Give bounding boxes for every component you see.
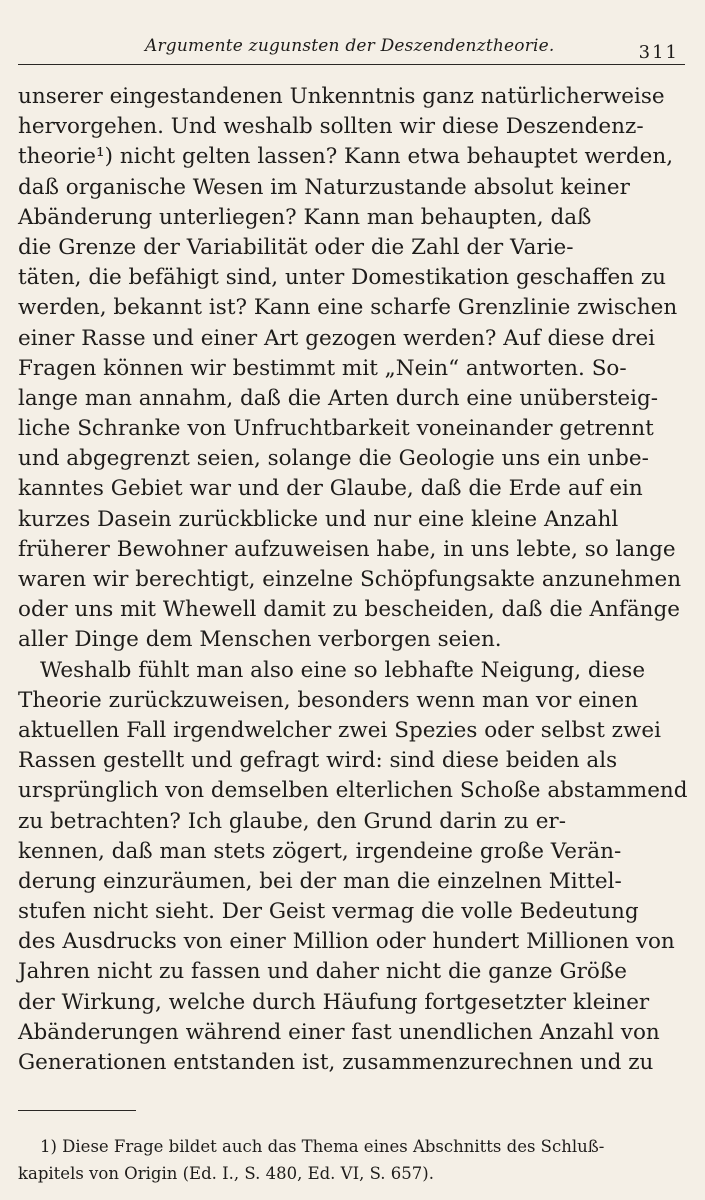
text-line: liche Schranke von Unfruchtbarkeit voneinander getrennt bbox=[18, 416, 654, 442]
text-line: früherer Bewohner aufzuweisen habe, in uns lebte, so lange bbox=[18, 536, 676, 562]
text-line: zu betrachten? Ich glaube, den Grund darin zu er- bbox=[18, 808, 566, 834]
footnote bbox=[18, 1133, 683, 1187]
text-line: aktuellen Fall irgendwelcher zwei Spezies oder selbst zwei bbox=[18, 717, 662, 743]
page-number: 311 bbox=[638, 42, 679, 63]
text-line: Jahren nicht zu fassen und daher nicht die ganze Größe bbox=[18, 959, 627, 985]
text-line: einer Rasse und einer Art gezogen werden? Auf diese drei bbox=[18, 325, 656, 351]
text-line: waren wir berechtigt, einzelne Schöpfungsakte anzunehmen bbox=[18, 567, 682, 592]
text-line: kurzes Dasein zurückblicke und nur eine kleine Anzahl bbox=[18, 506, 619, 532]
text-line: stufen nicht sieht. Der Geist vermag die volle Bedeutung bbox=[18, 899, 639, 925]
text-line: aller Dinge dem Menschen verborgen seien. bbox=[18, 627, 502, 653]
text-line: der Wirkung, welche durch Häufung fortgesetzter kleiner bbox=[18, 989, 650, 1015]
text-line: werden, bekannt ist? Kann eine scharfe Grenzlinie zwischen bbox=[18, 295, 678, 321]
footnote-divider bbox=[18, 1110, 136, 1111]
text-line: Abänderung unterliegen? Kann man behaupten, daß bbox=[18, 204, 592, 230]
text-line: Generationen entstanden ist, zusammenzurechnen und zu bbox=[18, 1050, 654, 1075]
text-line: daß organische Wesen im Naturzustande absolut keiner bbox=[18, 174, 630, 200]
text-line: unserer eingestandenen Unkenntnis ganz natürlicherweise bbox=[18, 84, 665, 109]
text-line: täten, die befähigt sind, unter Domestikation geschaffen zu bbox=[18, 265, 667, 291]
text-line: Fragen können wir bestimmt mit „Nein“ antworten. So- bbox=[18, 355, 627, 381]
text-line: die Grenze der Variabilität oder die Zahl der Varie- bbox=[18, 234, 574, 260]
text-line: des Ausdrucks von einer Million oder hundert Millionen von bbox=[18, 929, 675, 955]
text-line: lange man annahm, daß die Arten durch eine unübersteig- bbox=[18, 385, 659, 411]
text-line: Weshalb fühlt man also eine so lebhafte Neigung, diese bbox=[40, 657, 646, 683]
text-line: kanntes Gebiet war und der Glaube, daß die Erde auf ein bbox=[18, 476, 643, 502]
text-line: kennen, daß man stets zögert, irgendeine große Verän- bbox=[18, 838, 622, 864]
text-line: Theorie zurückzuweisen, besonders wenn man vor einen bbox=[18, 687, 639, 713]
text-line: ursprünglich von demselben elterlichen Schoße abstammend bbox=[18, 778, 688, 804]
running-title: Argumente zugunsten der Deszendenztheorie. bbox=[145, 36, 555, 56]
footnote-line: 1) Diese Frage bildet auch das Thema eines Abschnitts des Schluß- bbox=[40, 1137, 605, 1156]
text-line: und abgegrenzt seien, solange die Geologie uns ein unbe- bbox=[18, 446, 649, 472]
body-text bbox=[18, 82, 688, 1078]
text-line: derung einzuräumen, bei der man die einzelnen Mittel- bbox=[18, 868, 622, 894]
footnote-line: kapitels von Origin (Ed. I., S. 480, Ed. VI, S. 657). bbox=[18, 1164, 434, 1183]
page-header bbox=[18, 30, 685, 65]
text-line: oder uns mit Whewell damit zu bescheiden, daß die Anfänge bbox=[18, 597, 681, 623]
text-line: hervorgehen. Und weshalb sollten wir diese Deszendenz- bbox=[18, 114, 644, 140]
text-line: theorie¹) nicht gelten lassen? Kann etwa behauptet werden, bbox=[18, 144, 674, 170]
text-line: Abänderungen während einer fast unendlichen Anzahl von bbox=[18, 1019, 660, 1045]
text-line: Rassen gestellt und gefragt wird: sind diese beiden als bbox=[18, 748, 618, 774]
